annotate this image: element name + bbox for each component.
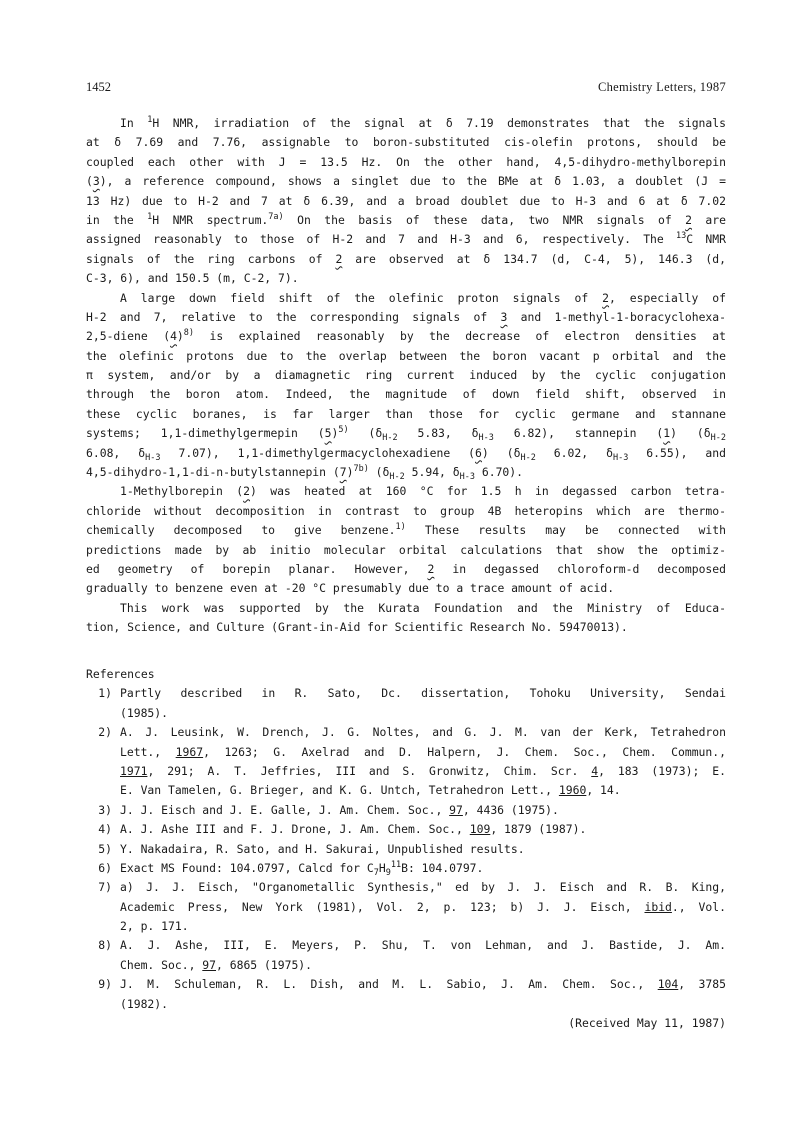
text-line: signals of the ring carbons of 2 are observed at δ 134.7 (d, C-4, 5), 146.3 (d, (86, 251, 726, 266)
reference-item (86, 975, 726, 1014)
reference-number: 6) (98, 860, 112, 875)
text-line: 4,5-dihydro-1,1-di-n-butylstannepin $(7)^{7b)}$ ($\delta_{H-2}$ 5.94, $\delta_{H-3}$ 6.70). (86, 464, 524, 483)
text-line: tion, Science, and Culture (Grant-in-Aid for Scientific Research No. 59470013). (86, 620, 628, 635)
text-line: A large down field shift of the olefinic proton signals of 2, especially of (120, 290, 726, 305)
compound-number: 2 (335, 251, 343, 266)
compound-number: 1 (663, 426, 671, 441)
reference-number: 9) (98, 977, 112, 992)
text-line: these cyclic boranes, is far larger than those for cyclic germane and stannane (86, 406, 726, 421)
page-header (86, 80, 726, 98)
references-heading: References (86, 667, 155, 681)
compound-number: 3 (500, 309, 508, 324)
reference-item (86, 859, 726, 878)
text-line: chloride without decomposition in contrast to group 4B heteropins which are thermo- (86, 503, 726, 518)
text-line: coupled each other with J = 13.5 Hz. On the other hand, 4,5-dihydro-methylborepin (86, 154, 726, 169)
text-line: in the $^1$H NMR spectrum.$^{7a)}$ On the basis of these data, two NMR signals of 2 are (86, 211, 726, 227)
text-line: 2,5-diene $(4)^{8)}$ is explained reasonably by the decrease of electron densities at (86, 328, 726, 344)
text-line: E. Van Tamelen, G. Brieger, and K. G. Untch, Tetrahedron Lett., 1960, 14. (120, 783, 621, 798)
text-line: the olefinic protons due to the overlap between the boron vacant p orbital and the (86, 348, 726, 363)
text-line: H-2 and 7, relative to the corresponding signals of 3 and 1-methyl-1-boracyclohexa- (86, 309, 726, 324)
text-line: Lett., 1967, 1263; G. Axelrad and D. Halpern, J. Chem. Soc., Chem. Commun., (120, 744, 726, 759)
compound-number: 6 (475, 445, 482, 460)
reference-number: 1) (98, 686, 112, 701)
text-line: A. J. Ashe III and F. J. Drone, J. Am. Chem. Soc., 109, 1879 (1987). (120, 822, 587, 837)
text-line: In $^1$H NMR, irradiation of the signal at δ 7.19 demonstrates that the signals (120, 115, 726, 130)
text-line: 2, p. 171. (120, 919, 189, 934)
reference-number: 5) (98, 841, 112, 856)
text-line: (1982). (120, 996, 169, 1011)
text-line: ed geometry of borepin planar. However, 2 in degassed chloroform-d decomposed (86, 561, 726, 576)
text-line: gradually to benzene even at -20 °C presumably due to a trace amount of acid. (86, 581, 615, 596)
compound-number: 2 (243, 484, 250, 499)
reference-item (86, 936, 726, 975)
text-line: systems; 1,1-dimethylgermepin $(5)^{5)}$ ($\delta_{H-2}$ 5.83, $\delta_{H-3}$ 6.82), stannepin (1) ($\delta_{H-2}$ (86, 425, 726, 444)
reference-number: 8) (98, 938, 112, 953)
reference-number: 3) (98, 802, 112, 817)
compound-number: 2 (602, 290, 610, 305)
text-line: assigned reasonably to those of H-2 and 7 and H-3 and 6, respectively. The $^{13}$C NMR (86, 231, 726, 247)
compound-number: 7 (339, 465, 347, 480)
article-body (86, 114, 726, 638)
text-line: Academic Press, New York (1981), Vol. 2, p. 123; b) J. J. Eisch, ibid., Vol. (120, 899, 726, 914)
text-line: 13 Hz) due to H-2 and 7 at δ 6.39, and a broad doublet due to H-3 and 6 at δ 7.02 (86, 193, 726, 208)
journal-title: Chemistry Letters, 1987 (597, 80, 726, 94)
paragraph (86, 599, 726, 638)
text-line: This work was supported by the Kurata Foundation and the Ministry of Educa- (120, 600, 726, 615)
reference-number: 2) (98, 725, 112, 740)
text-line: 1-Methylborepin (2) was heated at 160 °C for 1.5 h in degassed carbon tetra- (120, 484, 726, 499)
received-line (86, 1014, 726, 1033)
text-line: Exact MS Found: 104.0797, Calcd for $C_7H_9^{11}B$: 104.0797. (120, 859, 484, 878)
text-line: C-3, 6), and 150.5 (m, C-2, 7). (86, 271, 299, 286)
text-line: Partly described in R. Sato, Dc. dissertation, Tohoku University, Sendai (120, 686, 726, 701)
reference-number: 7) (98, 880, 112, 895)
text-line: at δ 7.69 and 7.76, assignable to boron-substituted cis-olefin protons, should be (86, 135, 726, 150)
compound-number: 2 (427, 561, 435, 576)
text-line: Chem. Soc., 97, 6865 (1975). (120, 957, 313, 972)
text-line: A. J. Leusink, W. Drench, J. G. Noltes, and G. J. M. van der Kerk, Tetrahedron (120, 725, 726, 740)
reference-number: 4) (98, 822, 112, 837)
received-date: (Received May 11, 1987) (568, 1016, 726, 1031)
reference-item (86, 878, 726, 936)
text-line: (3), a reference compound, shows a singlet due to the BMe at δ 1.03, a doublet (J = (86, 174, 726, 189)
reference-item (86, 820, 726, 839)
compound-number: 3 (92, 174, 100, 189)
compound-number: 5 (324, 426, 332, 441)
reference-item (86, 723, 726, 801)
text-line: predictions made by ab initio molecular orbital calculations that show the optimiz- (86, 542, 726, 557)
text-line: a) J. J. Eisch, "Organometallic Synthesis," ed by J. J. Eisch and R. B. King, (120, 880, 726, 895)
reference-item (86, 801, 726, 820)
text-line: J. M. Schuleman, R. L. Dish, and M. L. Sabio, J. Am. Chem. Soc., 104, 3785 (120, 977, 726, 992)
text-line: through the boron atom. Indeed, the magnitude of down field shift, observed in (86, 387, 726, 402)
text-line: A. J. Ashe, III, E. Meyers, P. Shu, T. von Lehman, and J. Bastide, J. Am. (120, 938, 726, 953)
reference-item (86, 840, 726, 859)
text-line: chemically decomposed to give benzene.$^{1)}$ These results may be connected with (86, 522, 726, 538)
compound-number: 2 (685, 212, 692, 227)
text-line: J. J. Eisch and J. E. Galle, J. Am. Chem. Soc., 97, 4436 (1975). (120, 802, 559, 817)
references-section (86, 665, 726, 1033)
reference-item (86, 684, 726, 723)
text-line: Y. Nakadaira, R. Sato, and H. Sakurai, Unpublished results. (120, 841, 525, 856)
page-number: 1452 (86, 80, 111, 94)
paragraph (86, 482, 726, 598)
text-line: (1985). (120, 705, 169, 720)
text-line: π system, and/or by a diamagnetic ring current induced by the cyclic conjugation (86, 368, 726, 383)
text-line: 1971, 291; A. T. Jeffries, III and S. Gronwitz, Chim. Scr. 4, 183 (1973); E. (120, 763, 726, 778)
compound-number: 4 (170, 329, 177, 344)
paragraph (86, 289, 726, 483)
text-line: 6.08, $\delta_{H-3}$ 7.07), 1,1-dimethylgermacyclohexadiene (6) ($\delta_{H-2}$ 6.02, $\delta_{H-3}$ 6.55), and (86, 445, 726, 463)
paragraph (86, 114, 726, 289)
